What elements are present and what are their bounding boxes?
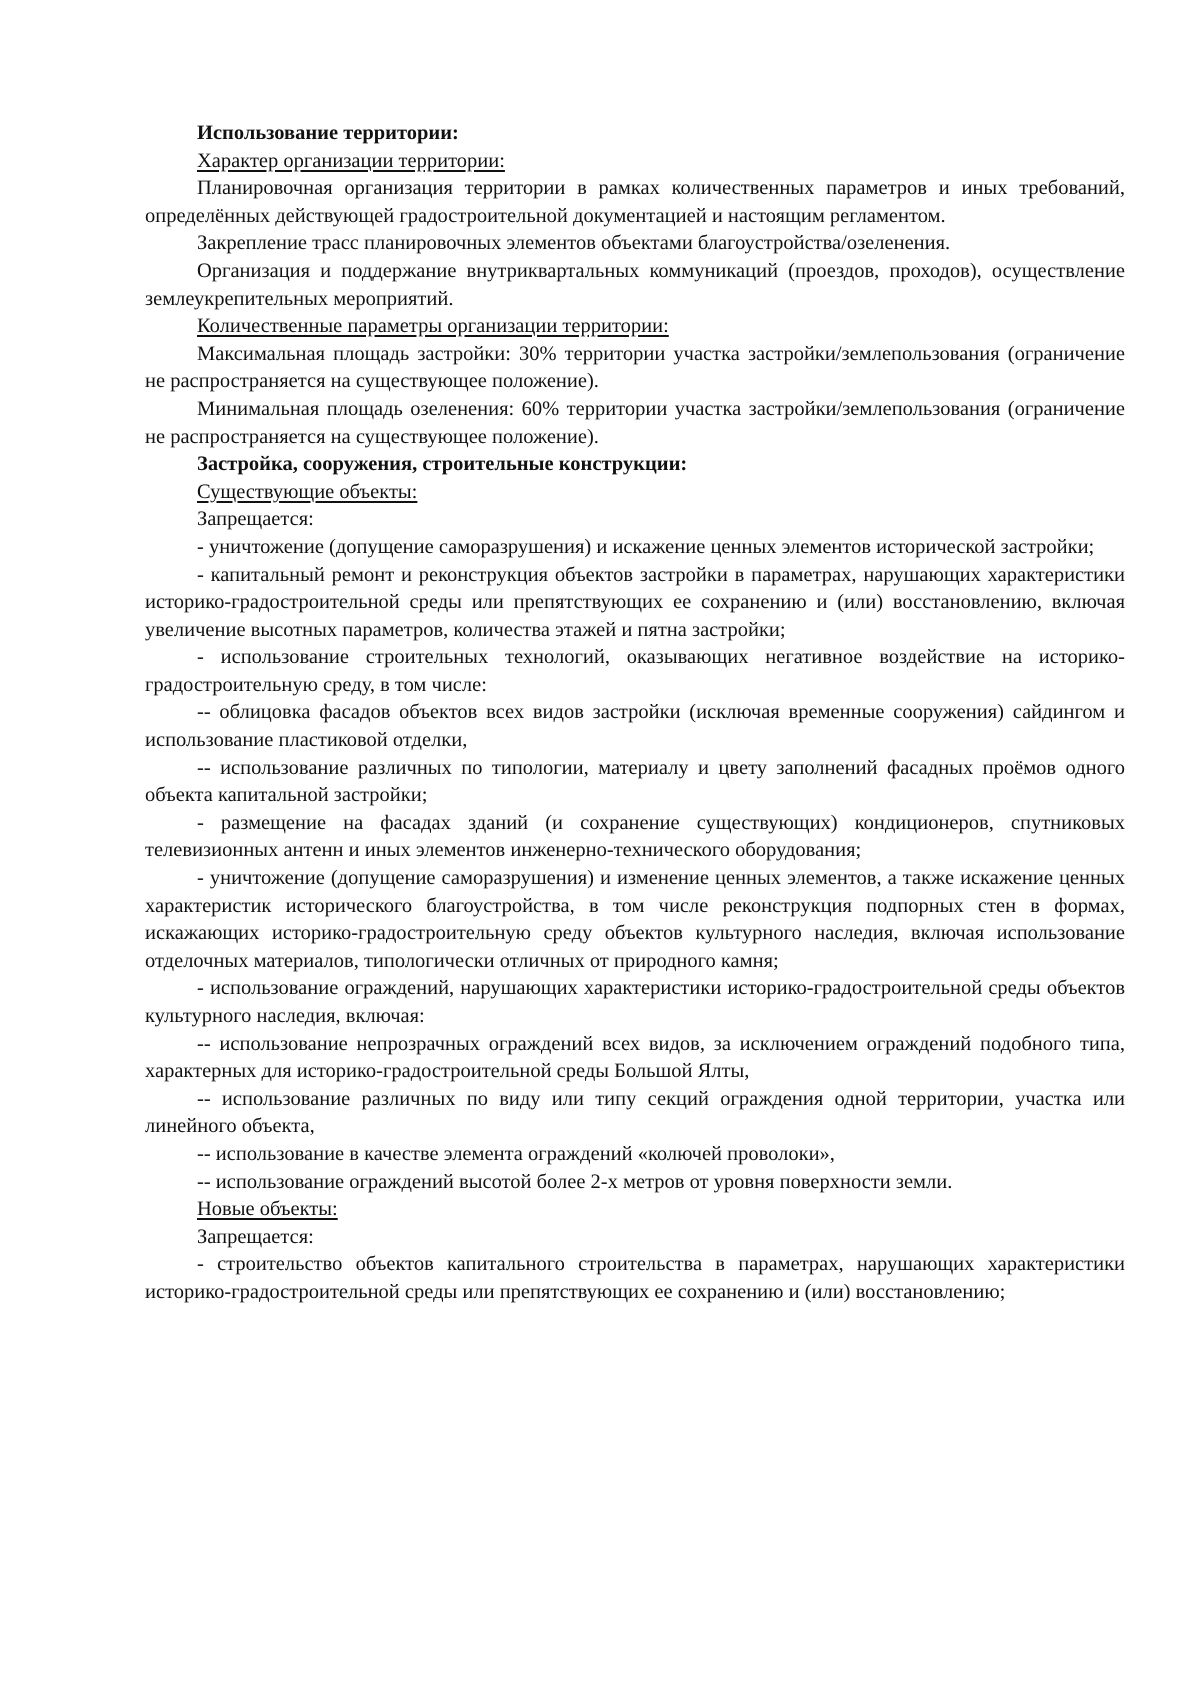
list-subitem-fence-height: -- использование ограждений высотой более 2-х метров от уровня поверхности земли.	[197, 1170, 953, 1193]
list-item-capital-repair: - капитальный ремонт и реконструкция объектов застройки в параметрах, нарушающих характеристики историко-градостроительной среды или препятствующих ее сохранению и (или) восстановлению, включая увеличение высотных параметров, количества этажей и пятна застройки;	[145, 563, 1125, 641]
list-item-landscaping-destruction: - уничтожение (допущение саморазрушения) и изменение ценных элементов, а также искажение ценных характеристик исторического благоустройства, в том числе реконструкция подпорных стен в формах, искажающих историко-градостроительную среду объектов культурного наследия, включая использование отделочных материалов, типологически отличных от природного камня;	[145, 867, 1125, 972]
heading-territory-use: Использование территории:	[197, 122, 459, 144]
list-subitem-facade-siding: -- облицовка фасадов объектов всех видов застройки (исключая временные сооружения) сайдингом и использование пластиковой отделки,	[145, 701, 1125, 752]
paragraph-min-greening-area: Минимальная площадь озеленения: 60% территории участка застройки/землепользования (ограничение не распространяется на существующее положение).	[145, 397, 1125, 448]
list-item-building-technologies: - использование строительных технологий, оказывающих негативное воздействие на историко-градостроительную среду, в том числе:	[145, 646, 1125, 696]
list-subitem-fence-sections: -- использование различных по виду или типу секций ограждения одной территории, участка или линейного объекта,	[145, 1087, 1125, 1138]
paragraph-communications: Организация и поддержание внутриквартальных коммуникаций (проездов, проходов), осуществление землеукрепительных мероприятий.	[145, 259, 1125, 310]
list-subitem-facade-openings: -- использование различных по типологии, материалу и цвету заполнений фасадных проёмов одного объекта капитальной застройки;	[145, 756, 1125, 807]
paragraph-max-building-area: Максимальная площадь застройки: 30% территории участка застройки/землепользования (ограничение не распространяется на существующее положение).	[145, 342, 1125, 393]
heading-buildings-structures: Застройка, сооружения, строительные конструкции:	[197, 453, 688, 476]
subheading-new-objects: Новые объекты:	[197, 1198, 338, 1221]
paragraph-planning-organization: Планировочная организация территории в рамках количественных параметров и иных требований, определённых действующей градостроительной документацией и настоящим регламентом.	[145, 177, 1125, 227]
list-subitem-barbed-wire: -- использование в качестве элемента ограждений «колючей проволоки»,	[197, 1142, 835, 1165]
paragraph-prohibited-existing: Запрещается:	[197, 508, 314, 531]
subheading-existing-objects: Существующие объекты:	[197, 480, 418, 503]
document-page	[145, 120, 1125, 1307]
list-item-destruction: - уничтожение (допущение саморазрушения) и искажение ценных элементов исторической застройки;	[197, 535, 1095, 558]
list-subitem-opaque-fences: -- использование непрозрачных ограждений всех видов, за исключением ограждений подобного типа, характерных для историко-градостроительной среды Большой Ялты,	[145, 1032, 1125, 1083]
subheading-quantitative-parameters: Количественные параметры организации территории:	[197, 315, 669, 338]
paragraph-route-fixing: Закрепление трасс планировочных элементов объектами благоустройства/озеленения.	[197, 232, 951, 255]
subheading-territory-organization: Характер организации территории:	[197, 149, 505, 172]
list-item-facade-equipment: - размещение на фасадах зданий (и сохранение существующих) кондиционеров, спутниковых телевизионных антенн и иных элементов инженерно-технического оборудования;	[145, 811, 1125, 862]
list-item-fences: - использование ограждений, нарушающих характеристики историко-градостроительной среды объектов культурного наследия, включая:	[145, 977, 1125, 1027]
list-item-new-construction: - строительство объектов капитального строительства в параметрах, нарушающих характеристики историко-градостроительной среды или препятствующих ее сохранению и (или) восстановлению;	[145, 1253, 1125, 1303]
paragraph-prohibited-new: Запрещается:	[197, 1225, 314, 1248]
